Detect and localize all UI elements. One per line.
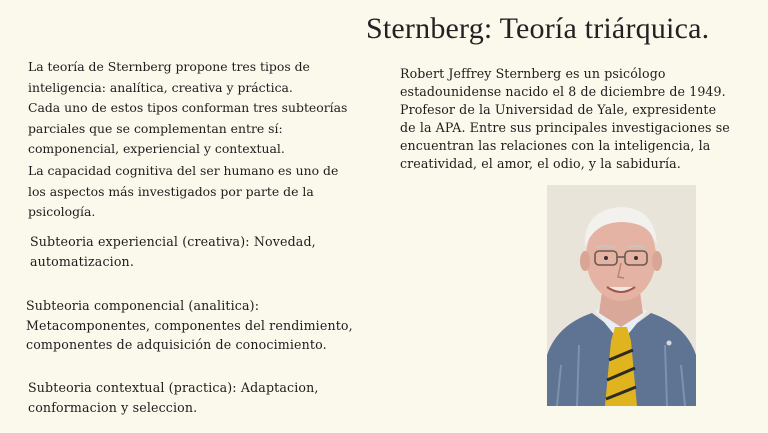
slide-title: Sternberg: Teoría triárquica. bbox=[366, 12, 710, 45]
subtheory-contextual: Subteoria contextual (practica): Adaptacion, conformacion y seleccion. bbox=[28, 380, 319, 415]
portrait-illustration bbox=[547, 185, 696, 406]
portrait-photo bbox=[547, 185, 696, 406]
intro-paragraph-3: La capacidad cognitiva del ser humano es uno de los aspectos más investigados por parte de la psicología. bbox=[28, 163, 339, 219]
biography-text: Robert Jeffrey Sternberg es un psicólogo estadounidense nacido el 8 de diciembre de 1949. Profesor de la Universidad de Yale, expresidente de la APA. Entre sus principales investigaciones se encuentran las relaciones con la inteligencia, la creatividad, el amor, el odio, y la sabiduría. bbox=[400, 66, 730, 171]
subtheory-experiencial: Subteoria experiencial (creativa): Novedad, automatizacion. bbox=[30, 234, 316, 269]
intro-paragraph-2: Cada uno de estos tipos conforman tres subteorías parciales que se complementan entre sí: componencial, experiencial y contextual. bbox=[28, 100, 348, 156]
intro-paragraph-1: La teoría de Sternberg propone tres tipos de inteligencia: analítica, creativa y práctica. bbox=[28, 59, 310, 95]
subtheory-componencial: Subteoria componencial (analitica): Metacomponentes, componentes del rendimiento, componentes de adquisición de conocimiento. bbox=[26, 298, 353, 352]
